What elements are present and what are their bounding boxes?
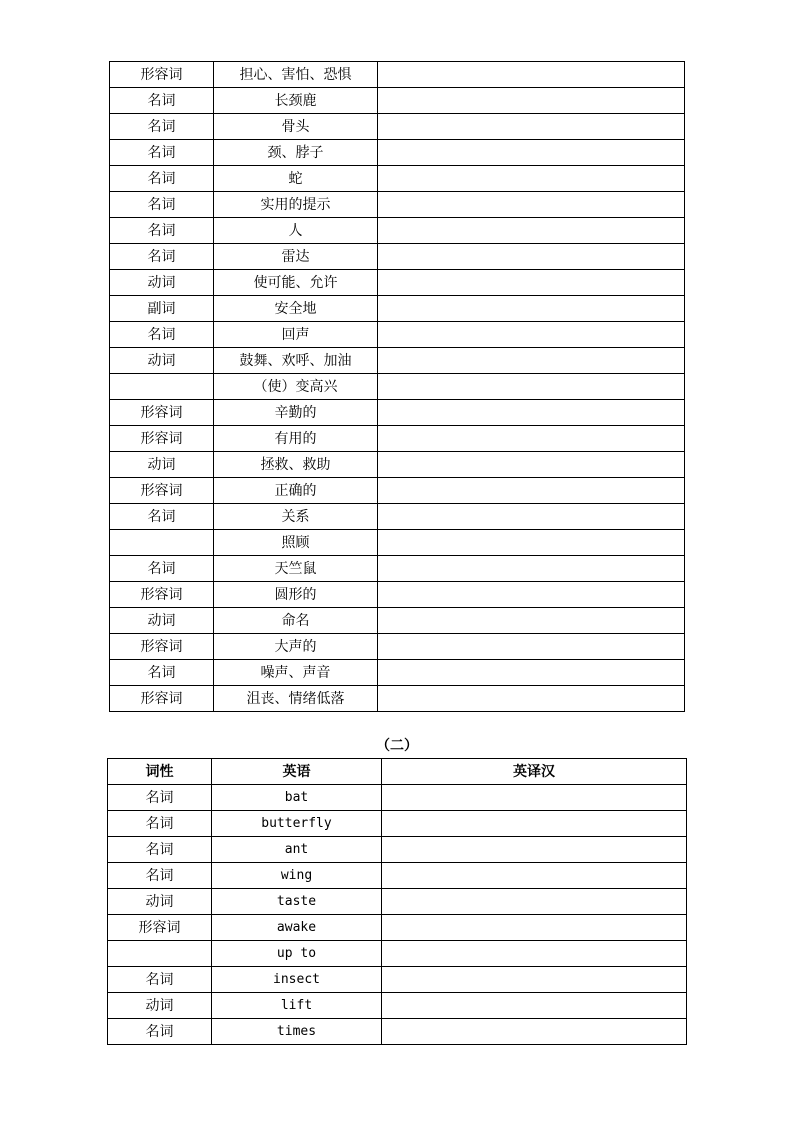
chinese-meaning-cell: 人 bbox=[214, 218, 378, 244]
chinese-meaning-cell: 回声 bbox=[214, 322, 378, 348]
table-row bbox=[110, 166, 685, 192]
part-of-speech-cell: 名词 bbox=[108, 967, 212, 993]
answer-cell[interactable] bbox=[378, 452, 685, 478]
answer-cell[interactable] bbox=[378, 556, 685, 582]
translation-answer-cell[interactable] bbox=[382, 967, 687, 993]
part-of-speech-cell: 动词 bbox=[110, 452, 214, 478]
english-word-cell: awake bbox=[212, 915, 382, 941]
table-row bbox=[110, 530, 685, 556]
chinese-meaning-cell: 颈、脖子 bbox=[214, 140, 378, 166]
chinese-meaning-cell: 圆形的 bbox=[214, 582, 378, 608]
answer-cell[interactable] bbox=[378, 270, 685, 296]
table-row bbox=[110, 244, 685, 270]
table-row bbox=[110, 322, 685, 348]
part-of-speech-cell: 形容词 bbox=[110, 686, 214, 712]
answer-cell[interactable] bbox=[378, 426, 685, 452]
translation-answer-cell[interactable] bbox=[382, 1019, 687, 1045]
table-row bbox=[110, 478, 685, 504]
vocab-table-chinese bbox=[109, 61, 685, 712]
translation-answer-cell[interactable] bbox=[382, 837, 687, 863]
chinese-meaning-cell: 有用的 bbox=[214, 426, 378, 452]
answer-cell[interactable] bbox=[378, 400, 685, 426]
chinese-meaning-cell: 大声的 bbox=[214, 634, 378, 660]
part-of-speech-cell: 动词 bbox=[108, 993, 212, 1019]
english-word-cell: bat bbox=[212, 785, 382, 811]
part-of-speech-cell: 名词 bbox=[108, 785, 212, 811]
answer-cell[interactable] bbox=[378, 218, 685, 244]
table-row bbox=[108, 915, 687, 941]
chinese-meaning-cell: 噪声、声音 bbox=[214, 660, 378, 686]
chinese-meaning-cell: 命名 bbox=[214, 608, 378, 634]
part-of-speech-cell bbox=[108, 941, 212, 967]
chinese-meaning-cell: 安全地 bbox=[214, 296, 378, 322]
english-word-cell: wing bbox=[212, 863, 382, 889]
table-row bbox=[108, 863, 687, 889]
answer-cell[interactable] bbox=[378, 582, 685, 608]
part-of-speech-cell: 动词 bbox=[110, 608, 214, 634]
answer-cell[interactable] bbox=[378, 374, 685, 400]
section-title: （二） bbox=[376, 738, 418, 754]
table-row bbox=[110, 88, 685, 114]
table-row bbox=[110, 426, 685, 452]
part-of-speech-cell: 名词 bbox=[110, 556, 214, 582]
chinese-meaning-cell: 照顾 bbox=[214, 530, 378, 556]
part-of-speech-cell: 名词 bbox=[110, 244, 214, 270]
table-row bbox=[110, 686, 685, 712]
table-row bbox=[110, 218, 685, 244]
table-row bbox=[108, 941, 687, 967]
table-row bbox=[108, 811, 687, 837]
answer-cell[interactable] bbox=[378, 660, 685, 686]
part-of-speech-cell: 名词 bbox=[108, 837, 212, 863]
header-translation: 英译汉 bbox=[382, 759, 687, 785]
vocab-table-english bbox=[107, 758, 687, 1045]
part-of-speech-cell bbox=[110, 374, 214, 400]
table-row bbox=[110, 660, 685, 686]
chinese-meaning-cell: 实用的提示 bbox=[214, 192, 378, 218]
chinese-meaning-cell: 蛇 bbox=[214, 166, 378, 192]
table-row bbox=[108, 785, 687, 811]
chinese-meaning-cell: （使）变高兴 bbox=[214, 374, 378, 400]
answer-cell[interactable] bbox=[378, 478, 685, 504]
chinese-meaning-cell: 骨头 bbox=[214, 114, 378, 140]
answer-cell[interactable] bbox=[378, 504, 685, 530]
part-of-speech-cell: 名词 bbox=[110, 166, 214, 192]
answer-cell[interactable] bbox=[378, 686, 685, 712]
english-word-cell: butterfly bbox=[212, 811, 382, 837]
chinese-meaning-cell: 天竺鼠 bbox=[214, 556, 378, 582]
table-row bbox=[110, 556, 685, 582]
translation-answer-cell[interactable] bbox=[382, 993, 687, 1019]
part-of-speech-cell: 名词 bbox=[110, 140, 214, 166]
vocab-table-english-body bbox=[108, 785, 687, 1045]
answer-cell[interactable] bbox=[378, 62, 685, 88]
part-of-speech-cell: 名词 bbox=[108, 863, 212, 889]
table-row bbox=[110, 62, 685, 88]
chinese-meaning-cell: 使可能、允许 bbox=[214, 270, 378, 296]
table-row bbox=[110, 634, 685, 660]
table-row bbox=[110, 296, 685, 322]
part-of-speech-cell: 名词 bbox=[110, 192, 214, 218]
chinese-meaning-cell: 辛勤的 bbox=[214, 400, 378, 426]
table-row bbox=[108, 993, 687, 1019]
part-of-speech-cell: 名词 bbox=[108, 811, 212, 837]
table-row bbox=[110, 400, 685, 426]
answer-cell[interactable] bbox=[378, 296, 685, 322]
chinese-meaning-cell: 雷达 bbox=[214, 244, 378, 270]
part-of-speech-cell: 动词 bbox=[110, 270, 214, 296]
english-word-cell: taste bbox=[212, 889, 382, 915]
part-of-speech-cell: 动词 bbox=[108, 889, 212, 915]
part-of-speech-cell: 形容词 bbox=[110, 62, 214, 88]
part-of-speech-cell: 名词 bbox=[108, 1019, 212, 1045]
chinese-meaning-cell: 长颈鹿 bbox=[214, 88, 378, 114]
part-of-speech-cell: 形容词 bbox=[110, 478, 214, 504]
answer-cell[interactable] bbox=[378, 166, 685, 192]
answer-cell[interactable] bbox=[378, 114, 685, 140]
answer-cell[interactable] bbox=[378, 192, 685, 218]
part-of-speech-cell: 形容词 bbox=[110, 582, 214, 608]
table-row bbox=[110, 114, 685, 140]
table-row bbox=[108, 967, 687, 993]
answer-cell[interactable] bbox=[378, 530, 685, 556]
part-of-speech-cell: 副词 bbox=[110, 296, 214, 322]
table-row bbox=[110, 608, 685, 634]
part-of-speech-cell: 名词 bbox=[110, 504, 214, 530]
answer-cell[interactable] bbox=[378, 88, 685, 114]
part-of-speech-cell: 名词 bbox=[110, 322, 214, 348]
table-row bbox=[110, 452, 685, 478]
table-row bbox=[110, 140, 685, 166]
translation-answer-cell[interactable] bbox=[382, 889, 687, 915]
vocab-table-chinese-body bbox=[110, 62, 685, 712]
translation-answer-cell[interactable] bbox=[382, 785, 687, 811]
chinese-meaning-cell: 沮丧、情绪低落 bbox=[214, 686, 378, 712]
part-of-speech-cell: 名词 bbox=[110, 88, 214, 114]
part-of-speech-cell: 形容词 bbox=[110, 400, 214, 426]
chinese-meaning-cell: 鼓舞、欢呼、加油 bbox=[214, 348, 378, 374]
english-word-cell: up to bbox=[212, 941, 382, 967]
answer-cell[interactable] bbox=[378, 608, 685, 634]
part-of-speech-cell: 形容词 bbox=[110, 426, 214, 452]
translation-answer-cell[interactable] bbox=[382, 941, 687, 967]
part-of-speech-cell: 名词 bbox=[110, 114, 214, 140]
table-row bbox=[108, 889, 687, 915]
english-word-cell: times bbox=[212, 1019, 382, 1045]
chinese-meaning-cell: 担心、害怕、恐惧 bbox=[214, 62, 378, 88]
table-row bbox=[110, 582, 685, 608]
translation-answer-cell[interactable] bbox=[382, 863, 687, 889]
part-of-speech-cell bbox=[110, 530, 214, 556]
chinese-meaning-cell: 拯救、救助 bbox=[214, 452, 378, 478]
answer-cell[interactable] bbox=[378, 322, 685, 348]
header-english: 英语 bbox=[212, 759, 382, 785]
english-word-cell: insect bbox=[212, 967, 382, 993]
english-word-cell: ant bbox=[212, 837, 382, 863]
english-word-cell: lift bbox=[212, 993, 382, 1019]
table-row bbox=[110, 192, 685, 218]
part-of-speech-cell: 名词 bbox=[110, 218, 214, 244]
part-of-speech-cell: 形容词 bbox=[108, 915, 212, 941]
answer-cell[interactable] bbox=[378, 140, 685, 166]
table-row bbox=[108, 1019, 687, 1045]
header-pos: 词性 bbox=[108, 759, 212, 785]
part-of-speech-cell: 名词 bbox=[110, 660, 214, 686]
table-row bbox=[108, 837, 687, 863]
table-row bbox=[110, 270, 685, 296]
part-of-speech-cell: 动词 bbox=[110, 348, 214, 374]
table-header-row bbox=[108, 759, 687, 785]
translation-answer-cell[interactable] bbox=[382, 915, 687, 941]
answer-cell[interactable] bbox=[378, 634, 685, 660]
table-row bbox=[110, 348, 685, 374]
chinese-meaning-cell: 关系 bbox=[214, 504, 378, 530]
part-of-speech-cell: 形容词 bbox=[110, 634, 214, 660]
answer-cell[interactable] bbox=[378, 348, 685, 374]
chinese-meaning-cell: 正确的 bbox=[214, 478, 378, 504]
table-row bbox=[110, 374, 685, 400]
translation-answer-cell[interactable] bbox=[382, 811, 687, 837]
table-row bbox=[110, 504, 685, 530]
answer-cell[interactable] bbox=[378, 244, 685, 270]
